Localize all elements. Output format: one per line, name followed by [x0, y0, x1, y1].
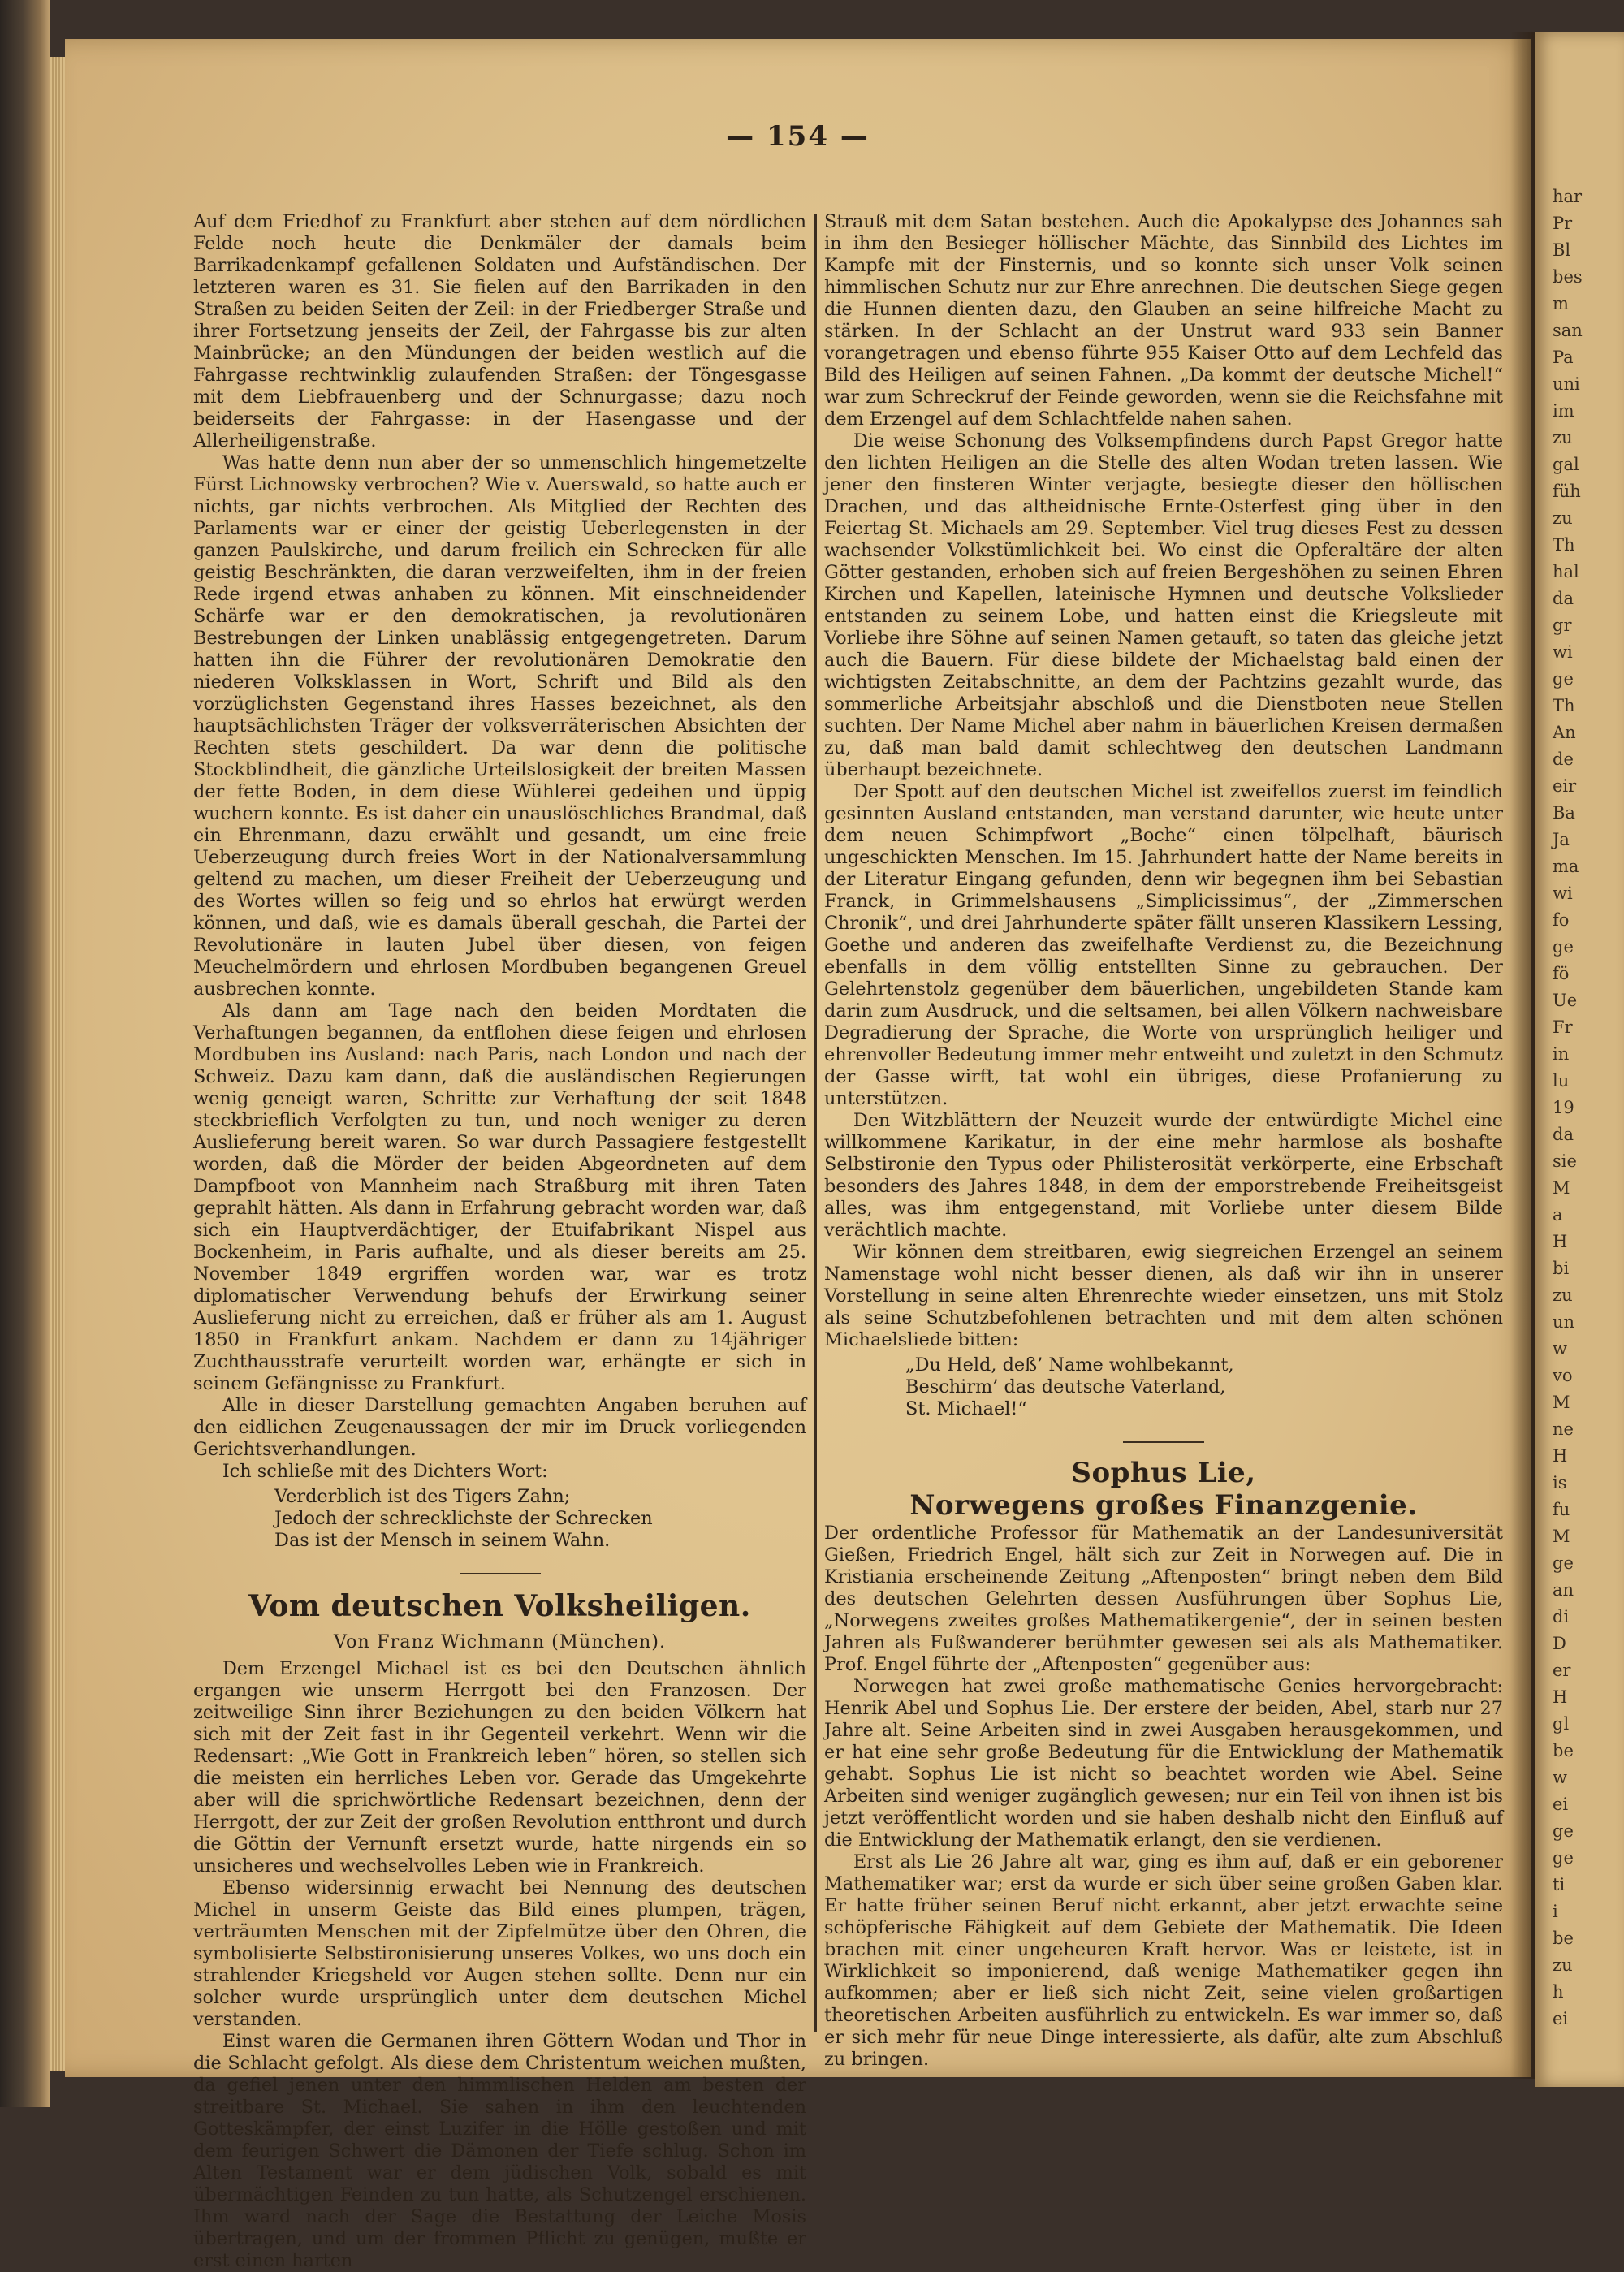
section-divider — [460, 1573, 541, 1574]
paragraph: Norwegen hat zwei große mathematische Genies hervorgebracht: Henrik Abel und Sophus Lie. Der erstere der beiden, Abel, starb nur 27 Jahre alt. Seine Arbeiten sind in zwei Ausgaben herausgekommen, und er hat eine sehr große Bedeutung für die Entwicklung der Mathematik gehabt. Sophus Lie ist nicht so beachtet worden wie Abel. Seine Arbeiten sind weniger zugänglich gewesen; nur ein Teil von ihnen ist bis jetzt veröffentlicht worden und sie haben deshalb nicht den Einfluß auf die Entwicklung der Mathematik erlangt, den sie verdienen. — [824, 1676, 1503, 1851]
adjacent-page-fragment: ti — [1553, 1875, 1566, 1894]
adjacent-page-fragment: Pr — [1553, 214, 1573, 233]
adjacent-page-fragment: H — [1553, 1687, 1568, 1707]
page-stack-edge — [50, 57, 65, 2071]
adjacent-page-fragment: Th — [1553, 535, 1575, 555]
adjacent-page-fragment: eir — [1553, 776, 1577, 796]
adjacent-page-fragment: M — [1553, 1178, 1570, 1198]
adjacent-page-fragment: bes — [1553, 267, 1583, 287]
adjacent-page-fragment: an — [1553, 1580, 1574, 1600]
left-column — [193, 211, 806, 2272]
paragraph: Wir können dem streitbaren, ewig siegreichen Erzengel an seinem Namenstage wohl nicht besser dienen, als daß wir ihn in unserer Vorstellung in seine alten Ehrenrechte wieder einsetzen, uns mit Stolz als seine Schutzbefohlenen betrachten und mit dem alten schönen Michaelsliede bitten: — [824, 1242, 1503, 1350]
adjacent-page-fragment: in — [1553, 1044, 1570, 1064]
adjacent-page-fragment: Pa — [1553, 348, 1574, 367]
article-byline: Von Franz Wichmann (München). — [333, 1631, 667, 1652]
adjacent-page-fragment: de — [1553, 749, 1574, 769]
adjacent-page-fragment: da — [1553, 1125, 1574, 1144]
adjacent-page-fragment: uni — [1553, 374, 1580, 394]
article-subtitle: Norwegens großes Finanzgenie. — [909, 1489, 1418, 1522]
adjacent-page-fragment: ei — [1553, 1795, 1569, 1814]
adjacent-page-fragment: fu — [1553, 1500, 1570, 1519]
verse-quote — [905, 1354, 1503, 1420]
adjacent-page-fragment: m — [1553, 294, 1569, 313]
paragraph: Die weise Schonung des Volksempfindens durch Papst Gregor hatte den lichten Heiligen an die Stelle des alten Wodan treten lassen. Wie jener den finsteren Winter verjagte, besiegte dieser den höllischen Drachen, und das altheidnische Ernte-Osterfest ging über in den Feiertag St. Michaels am 29. September. Viel trug dieses Fest zu dessen wachsender Volkstümlichkeit bei. Wo einst die Opferaltäre der alten Götter gestanden, erhoben sich auf freien Bergeshöhen zu seinen Ehren Kirchen und Kapellen, lateinische Hymnen und deutsche Volkslieder entstanden zu seinem Lobe, und hatten einst die Kriegsleute mit Vorliebe ihre Söhne auf seinen Namen getauft, so taten das gleiche jetzt auch die Bauern. Für diese bildete der Michaelstag bald einen der wichtigsten Zeitabschnitte, an dem der Pachtzins gezahlt wurde, das sommerliche Arbeitsjahr abschloß und die Dienstboten neue Stellen suchten. Der Name Michel aber nahm in bäuerlichen Kreisen dermaßen zu, daß man bald damit schlechtweg den deutschen Landmann überhaupt bezeichnete. — [824, 430, 1503, 780]
adjacent-page-fragment: D — [1553, 1634, 1566, 1653]
adjacent-page-fragment: Th — [1553, 696, 1575, 715]
book-binding — [0, 0, 50, 2107]
section-divider — [1123, 1441, 1204, 1443]
gutter-shadow — [1510, 32, 1535, 2079]
adjacent-page-fragment: sie — [1553, 1151, 1577, 1171]
paragraph: Auf dem Friedhof zu Frankfurt aber stehen auf dem nördlichen Felde noch heute die Denkmäler der damals beim Barrikadenkampf gefallenen Soldaten und Aufständischen. Der letzteren waren es 31. Sie fielen auf den Barrikaden in den Straßen zu beiden Seiten der Zeil: in der Friedberger Straße und ihrer Fortsetzung jenseits der Zeil, der Fahrgasse bis zur alten Mainbrücke; an den Mündungen der beiden westlich auf die Fahrgasse rechtwinklig zulaufenden Straßen: der Töngesgasse mit dem Liebfrauenberg und der Schnurgasse; dazu noch beiderseits der Fahrgasse: in der Hasengasse und der Allerheiligenstraße. — [193, 211, 806, 451]
adjacent-page-fragment: i — [1553, 1902, 1558, 1921]
adjacent-page-fragment: un — [1553, 1312, 1575, 1332]
adjacent-page-fragment: w — [1553, 1339, 1567, 1358]
adjacent-page-edge — [1535, 32, 1624, 2087]
adjacent-page-fragment: Bl — [1553, 240, 1571, 260]
adjacent-page-fragment: be — [1553, 1929, 1574, 1948]
paragraph: Dem Erzengel Michael ist es bei den Deutschen ähnlich ergangen wie unserm Herrgott bei den Franzosen. Der zeitweilige Sinn ihrer Beziehungen zu den beiden Völkern hat sich mit der Zeit fast in ihr Gegenteil verkehrt. Wenn wir die Redensart: „Wie Gott in Frankreich leben“ hören, so stellen sich die meisten ein herrliches Leben vor. Gerade das Umgekehrte aber will die sprichwörtliche Redensart bezeichnen, denn der Herrgott, der zur Zeit der großen Revolution entthront und durch die Göttin der Vernunft ersetzt wurde, hatte nirgends ein so unsicheres und wechselvolles Leben wie in Frankreich. — [193, 1658, 806, 1877]
adjacent-page-fragment: 19 — [1553, 1098, 1574, 1117]
verse-line: Das ist der Mensch in seinem Wahn. — [274, 1530, 611, 1551]
verse-line: Verderblich ist des Tigers Zahn; — [274, 1486, 571, 1507]
adjacent-page-fragment: ge — [1553, 669, 1574, 689]
adjacent-page-fragment: har — [1553, 187, 1583, 206]
adjacent-page-fragment: a — [1553, 1205, 1563, 1225]
adjacent-page-fragment: Fr — [1553, 1017, 1573, 1037]
adjacent-page-fragment: wi — [1553, 883, 1573, 903]
adjacent-page-fragment: füh — [1553, 482, 1581, 501]
adjacent-page-fragment: be — [1553, 1741, 1574, 1760]
paragraph: Strauß mit dem Satan bestehen. Auch die Apokalypse des Johannes sah in ihm den Besieger höllischer Mächte, das Sinnbild des Lichtes im Kampfe mit der Finsternis, und so konnte sich unser Volk seinen himmlischen Schutz nur zur Ehre anrechnen. Die deutschen Siege gegen die Hunnen dienten dazu, den Glauben an seine hilfreiche Macht zu stärken. In der Schlacht an der Unstrut ward 933 sein Banner vorangetragen und ebenso führte 955 Kaiser Otto auf dem Lechfeld das Bild des Heiligen auf seinen Fahnen. „Da kommt der deutsche Michel!“ war zum Schreckruf der Feinde geworden, wenn sie die Reichsfahne mit dem Erzengel auf dem Schlachtfelde nahen sahen. — [824, 211, 1503, 430]
verse-line: Jedoch der schrecklichste der Schrecken — [274, 1508, 653, 1529]
adjacent-page-fragment: ge — [1553, 1821, 1574, 1841]
paragraph: Als dann am Tage nach den beiden Mordtaten die Verhaftungen begannen, da entflohen diese feigen und ehrlosen Mordbuben ins Ausland: nach Paris, nach London und nach der Schweiz. Dazu kam dann, daß die ausländischen Regierungen wenig geneigt waren, Schritte zur Verhaftung der seit 1848 steckbrieflich Verfolgten zu tun, und noch weniger zu deren Auslieferung bereit waren. So war durch Passagiere festgestellt worden, daß die Mörder der beiden Abgeordneten auf dem Dampfboot von Mannheim nach Straßburg mit ihren Taten geprahlt hätten. Als dann in Erfahrung gebracht worden war, daß sich ein Hauptverdächtiger, der Etuifabrikant Nispel aus Bockenheim, in Paris aufhalte, und als dieser bereits am 25. November 1849 ergriffen worden war, war es trotz diplomatischer Verwendung behufs der Erwirkung seiner Auslieferung nicht zu erreichen, daß er früher als am 1. August 1850 in Frankfurt ankam. Nachdem er dann zu 14jähriger Zuchthausstrafe verurteilt worden war, erhängte er sich in seinem Gefängnisse zu Frankfurt. — [193, 1000, 806, 1394]
book-page — [65, 39, 1531, 2271]
adjacent-page-fragment: H — [1553, 1446, 1568, 1466]
adjacent-page-fragment: ma — [1553, 857, 1579, 876]
adjacent-page-fragment: da — [1553, 589, 1574, 608]
adjacent-page-fragment: gr — [1553, 616, 1572, 635]
adjacent-page-fragment: zu — [1553, 428, 1573, 447]
verse-line: St. Michael!“ — [905, 1398, 1027, 1419]
adjacent-page-fragment: M — [1553, 1527, 1570, 1546]
adjacent-page-fragment: gl — [1553, 1714, 1570, 1734]
paragraph: Erst als Lie 26 Jahre alt war, ging es ihm auf, daß er ein geborener Mathematiker war; erst da wurde er sich über seine großen Gaben klar. Er hatte früher seinen Beruf nicht erkannt, aber jetzt erwachte seine schöpferische Fähigkeit auf dem Gebiete der Mathematik. Die Ideen brachen mit einer ungeheuren Kraft hervor. Was er leistete, ist in Wirklichkeit so imponierend, daß wenige Mathematiker gegen ihn aufkommen; aber er ließ sich nicht Zeit, seine vielen großartigen theoretischen Arbeiten ausführlich zu entwickeln. Es war immer so, daß er sich mehr für neue Dinge interessierte, als dafür, alte zum Abschluß zu bringen. — [824, 1851, 1503, 2070]
paragraph: Was hatte denn nun aber der so unmenschlich hingemetzelte Fürst Lichnowsky verbrochen? Wie v. Auerswald, so hatte auch er nichts, gar nichts verbrochen. Als Mitglied der Rechten des Parlaments war er einer der geistig Ueberlegensten in der ganzen Paulskirche, und darum freilich ein Schrecken für alle geistig Beschränkten, die daran verzweifelten, ihm in der freien Rede irgend etwas anhaben zu können. Mit einschneidender Schärfe war er den demokratischen, ja revolutionären Bestrebungen der Linken unablässig entgegengetreten. Darum hatten ihn die Führer der revolutionären Demokratie den niederen Volksklassen in Wort, Schrift und Bild als den vorzüglichsten Gegenstand ihres Hasses bezeichnet, als den hauptsächlichsten Träger der volksverräterischen Absichten der Rechten stets geschildert. Da war denn die politische Stockblindheit, die gänzliche Urteilslosigkeit der breiten Massen der fette Boden, in dem diese Wühlerei gedeihen und üppig wuchern konnte. Es ist daher ein unauslöschliches Brandmal, daß ein Ehrenmann, dazu erwählt und gesandt, um eine freie Ueberzeugung durch freies Wort in der Nationalversammlung geltend zu machen, um dieser Freiheit der Ueberzeugung und des Wortes willen so feig und so ehrlos hat erwürgt werden können, und daß, wie es damals überall geschah, die Partei der Revolutionäre in lauten Jubel über diesen, von feigen Meuchelmördern und ehrlosen Mordbuben begangenen Greuel ausbrechen konnte. — [193, 452, 806, 1000]
adjacent-page-fragment: Ue — [1553, 991, 1578, 1010]
adjacent-page-fragment: er — [1553, 1661, 1571, 1680]
verse-quote — [274, 1486, 806, 1552]
adjacent-page-fragment: lu — [1553, 1071, 1570, 1091]
adjacent-page-fragment: h — [1553, 1982, 1564, 2002]
article-title: Vom deutschen Volksheiligen. — [248, 1589, 751, 1623]
adjacent-page-fragment: ge — [1553, 1848, 1574, 1868]
adjacent-page-fragment: wi — [1553, 642, 1573, 662]
adjacent-page-fragment: Ba — [1553, 803, 1575, 823]
adjacent-page-fragment: hal — [1553, 562, 1579, 581]
page-number: — 154 — — [726, 120, 870, 153]
adjacent-page-fragment: An — [1553, 723, 1576, 742]
verse-line: Beschirm’ das deutsche Vaterland, — [905, 1376, 1226, 1397]
adjacent-page-fragment: H — [1553, 1232, 1568, 1251]
adjacent-page-fragment: ei — [1553, 2009, 1569, 2028]
adjacent-page-fragment: zu — [1553, 1955, 1573, 1975]
adjacent-page-fragment: fo — [1553, 910, 1570, 930]
paragraph: Ebenso widersinnig erwacht bei Nennung des deutschen Michel in unserm Geiste das Bild eines plumpen, trägen, verträumten Menschen mit der Zipfelmütze über den Ohren, die symbolisierte Selbstironisierung unseres Volkes, wo uns doch ein strahlender Kriegsheld vor Augen stehen sollte. Denn nur ein solcher wurde ursprünglich unter dem deutschen Michel verstanden. — [193, 1877, 806, 2030]
adjacent-page-fragment: zu — [1553, 1285, 1573, 1305]
adjacent-page-fragment: Ja — [1553, 830, 1570, 849]
article-title: Sophus Lie, — [1071, 1457, 1256, 1489]
paragraph: Den Witzblättern der Neuzeit wurde der entwürdigte Michel eine willkommene Karikatur, in der eine mehr harmlose als boshafte Selbstironie den Typus oder Philisterosität verkörperte, eine Erbschaft besonders des Jahres 1848, in dem der emporstrebende Freiheitsgeist alles, was ihm entgegenstand, mit Vorliebe unter diesem Bilde verächtlich machte. — [824, 1110, 1503, 1241]
paragraph: Ich schließe mit des Dichters Wort: — [222, 1461, 548, 1482]
paragraph: Alle in dieser Darstellung gemachten Angaben beruhen auf den eidlichen Zeugenaussagen der mir im Druck vorliegenden Gerichtsverhandlungen. — [193, 1395, 806, 1460]
adjacent-page-fragment: vo — [1553, 1366, 1573, 1385]
column-divider — [814, 214, 817, 2032]
adjacent-page-fragment: bi — [1553, 1259, 1570, 1278]
paragraph: Der Spott auf den deutschen Michel ist zweifellos zuerst im feindlich gesinnten Ausland entstanden, man verstand darunter, wie heute unter dem neuen Schimpfwort „Boche“ einen tölpelhaft, bäurisch ungeschickten Menschen. Im 15. Jahrhundert hatte der Name bereits in der Literatur Eingang gefunden, denn wir begegnen ihm bei Sebastian Franck, in Grimmelshausens „Simplicissimus“, der „Zimmerschen Chronik“, und drei Jahrhunderte später fällt unseren Klassikern Lessing, Goethe und anderen das zweifelhafte Verdienst zu, die Bezeichnung ebenfalls in dem völlig entstellten Sinne zu gebrauchen. Der Gelehrtenstolz gegenüber dem bäuerlichen, ungebildeten Stande kam darin zum Ausdruck, und die seltsamen, bei allen Völkern nachweisbare Degradierung der Sprache, die Worte von ursprünglich heiliger und ehrenvoller Bedeutung immer mehr entweiht und zuletzt in den Schmutz der Gasse wirft, tat wohl ein übriges, diese Profanierung zu unterstützen. — [824, 781, 1503, 1109]
paragraph: Der ordentliche Professor für Mathematik an der Landesuniversität Gießen, Friedrich Engel, hält sich zur Zeit in Norwegen auf. Die in Kristiania erscheinende Zeitung „Aftenposten“ bringt neben dem Bild des deutschen Gelehrten dessen Ausführungen über Sophus Lie, „Norwegens zweites großes Mathematikergenie“, der in seinen besten Jahren als Fußwanderer berühmter gewesen sei als als Mathematiker. Prof. Engel führte der „Aftenposten“ gegenüber aus: — [824, 1523, 1503, 1675]
adjacent-page-fragment: im — [1553, 401, 1574, 421]
adjacent-page-fragment: ge — [1553, 937, 1574, 957]
adjacent-page-fragment: is — [1553, 1473, 1567, 1492]
right-column — [824, 211, 1503, 2071]
adjacent-page-fragment: zu — [1553, 508, 1573, 528]
adjacent-page-fragment: fö — [1553, 964, 1570, 983]
adjacent-page-fragment: di — [1553, 1607, 1570, 1626]
paragraph: Einst waren die Germanen ihren Göttern Wodan und Thor in die Schlacht gefolgt. Als diese dem Christentum weichen mußten, da gefiel jenen unter den himmlischen Helden am besten der streitbare St. Michael. Sie sahen in ihm den leuchtenden Gotteskämpfer, der einst Luzifer in die Hölle gestoßen und mit dem feurigen Schwert die Dämonen der Tiefe schlug. Schon im Alten Testament war er dem jüdischen Volk, sobald es mit übermächtigen Feinden zu tun hatte, als Schutzengel erschienen. Ihm ward nach der Sage die Bestattung der Leiche Mosis übertragen, und um der frommen Pflicht zu genügen, mußte er erst einen harten — [193, 2031, 806, 2271]
adjacent-page-fragment: w — [1553, 1768, 1567, 1787]
adjacent-page-fragment: ge — [1553, 1553, 1574, 1573]
adjacent-page-fragment: gal — [1553, 455, 1579, 474]
adjacent-page-fragment: san — [1553, 321, 1583, 340]
adjacent-page-fragment: ne — [1553, 1419, 1574, 1439]
adjacent-page-fragment: M — [1553, 1393, 1570, 1412]
verse-line: „Du Held, deß’ Name wohlbekannt, — [905, 1354, 1234, 1376]
